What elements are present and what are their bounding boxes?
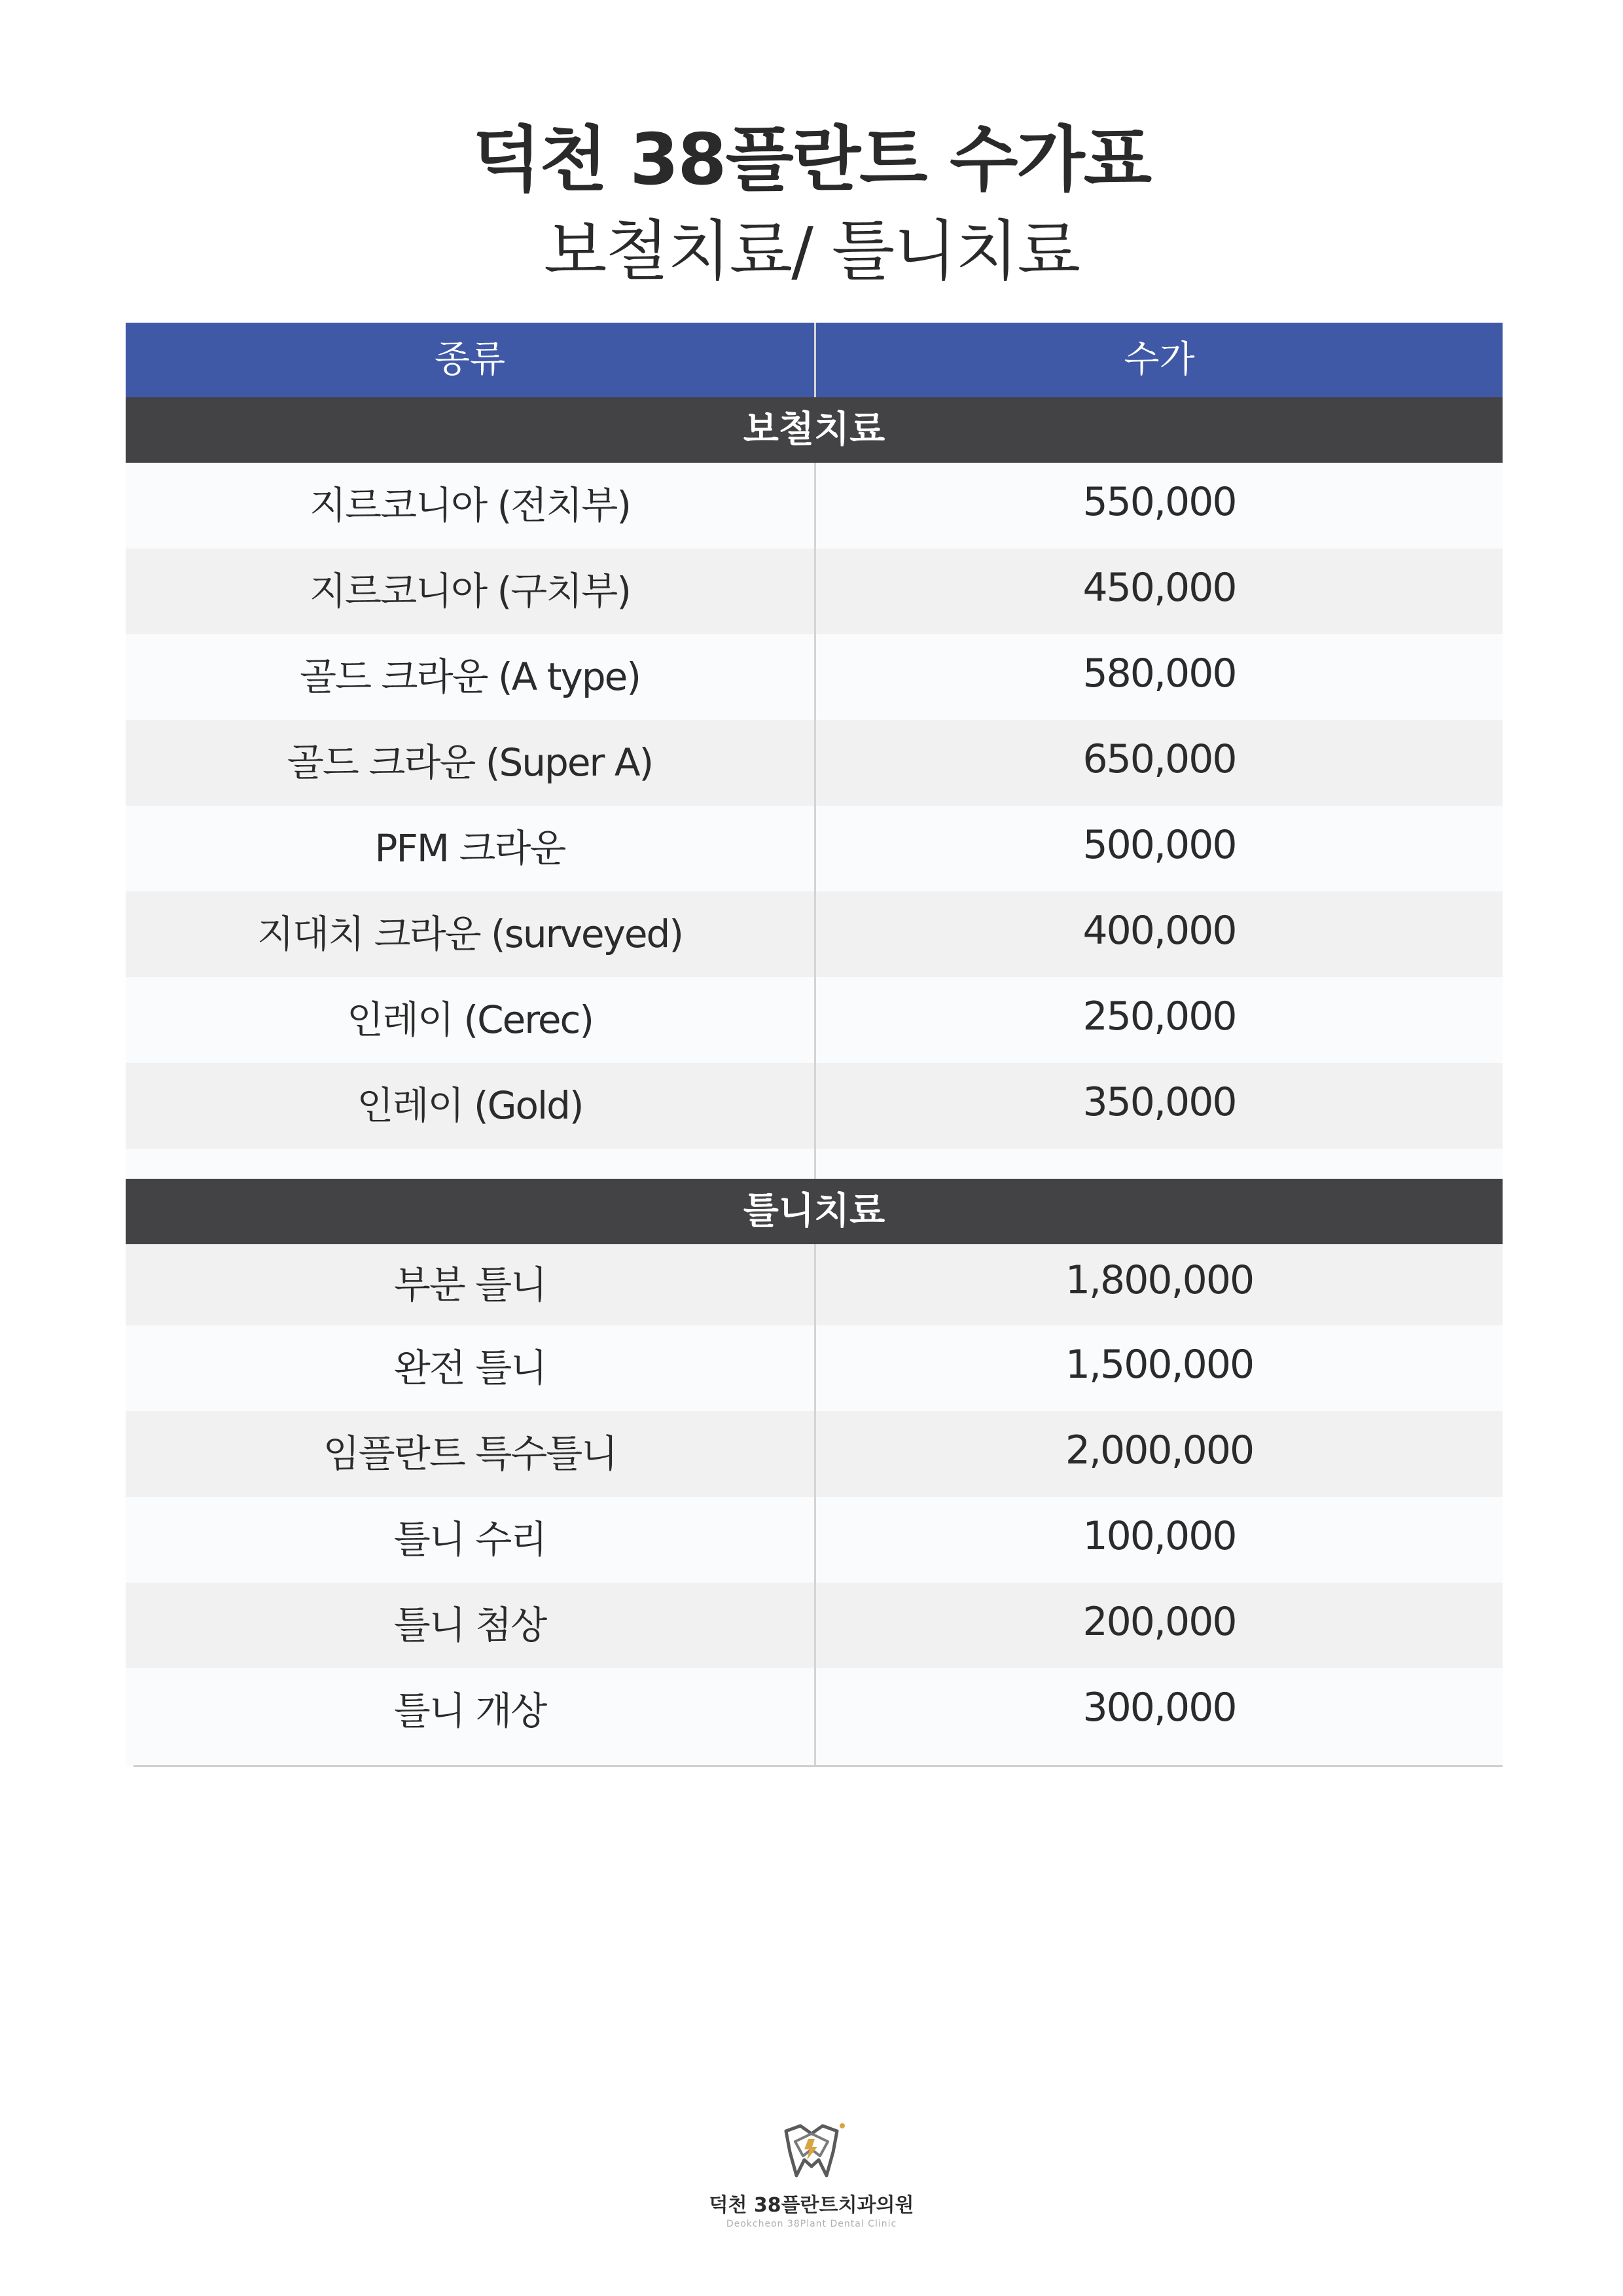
- row-name: 지르코니아 (전치부): [310, 483, 630, 528]
- header-type: 종류: [434, 338, 506, 381]
- page-subtitle: 보철치료/ 틀니치료: [543, 213, 1080, 289]
- row-price: 200,000: [1082, 1599, 1236, 1645]
- row-price: 300,000: [1082, 1685, 1236, 1731]
- row-price: 550,000: [1082, 479, 1236, 525]
- tooth-logo-icon: [769, 2119, 854, 2185]
- row-price: 250,000: [1082, 994, 1236, 1039]
- header-price: 수가: [1124, 338, 1195, 381]
- row-name: 인레이 (Cerec): [346, 997, 594, 1042]
- row-price: 580,000: [1082, 651, 1236, 696]
- row-price: 450,000: [1082, 565, 1236, 611]
- section-header-prosthetics: 보철치료: [126, 397, 1503, 463]
- row-price: 400,000: [1082, 908, 1236, 954]
- row-name: 인레이 (Gold): [357, 1083, 583, 1128]
- footer: [0, 2119, 1623, 2229]
- section-header-dentures: 틀니치료: [126, 1179, 1503, 1244]
- row-price: 1,500,000: [1065, 1342, 1254, 1388]
- page-title: 덕천 38플란트 수가표: [472, 119, 1151, 201]
- column-divider: [814, 323, 816, 1767]
- row-name: 지르코니아 (구치부): [310, 569, 630, 613]
- clinic-name: 덕천 38플란트치과의원: [709, 2194, 914, 2217]
- row-price: 100,000: [1082, 1513, 1236, 1559]
- row-price: 2,000,000: [1065, 1427, 1254, 1473]
- page-header: [0, 115, 1623, 294]
- row-name: 지대치 크라운 (surveyed): [257, 912, 683, 956]
- clinic-name-english: Deokcheon 38Plant Dental Clinic: [726, 2219, 897, 2229]
- row-price: 650,000: [1082, 736, 1236, 782]
- row-name: 임플란트 특수틀니: [323, 1431, 617, 1476]
- row-name: PFM 크라운: [374, 826, 565, 870]
- row-price: 500,000: [1082, 822, 1236, 868]
- row-name: 틀니 개상: [393, 1689, 546, 1733]
- row-name: 틀니 수리: [393, 1517, 546, 1562]
- table-bottom-border: [134, 1765, 1503, 1767]
- row-price: 350,000: [1082, 1079, 1236, 1125]
- row-name: 부분 틀니: [393, 1263, 546, 1307]
- row-price: 1,800,000: [1065, 1257, 1254, 1303]
- row-name: 틀니 첨상: [393, 1603, 546, 1647]
- row-name: 완전 틀니: [393, 1346, 546, 1390]
- row-name: 골드 크라운 (Super A): [287, 740, 653, 785]
- row-name: 골드 크라운 (A type): [300, 655, 640, 699]
